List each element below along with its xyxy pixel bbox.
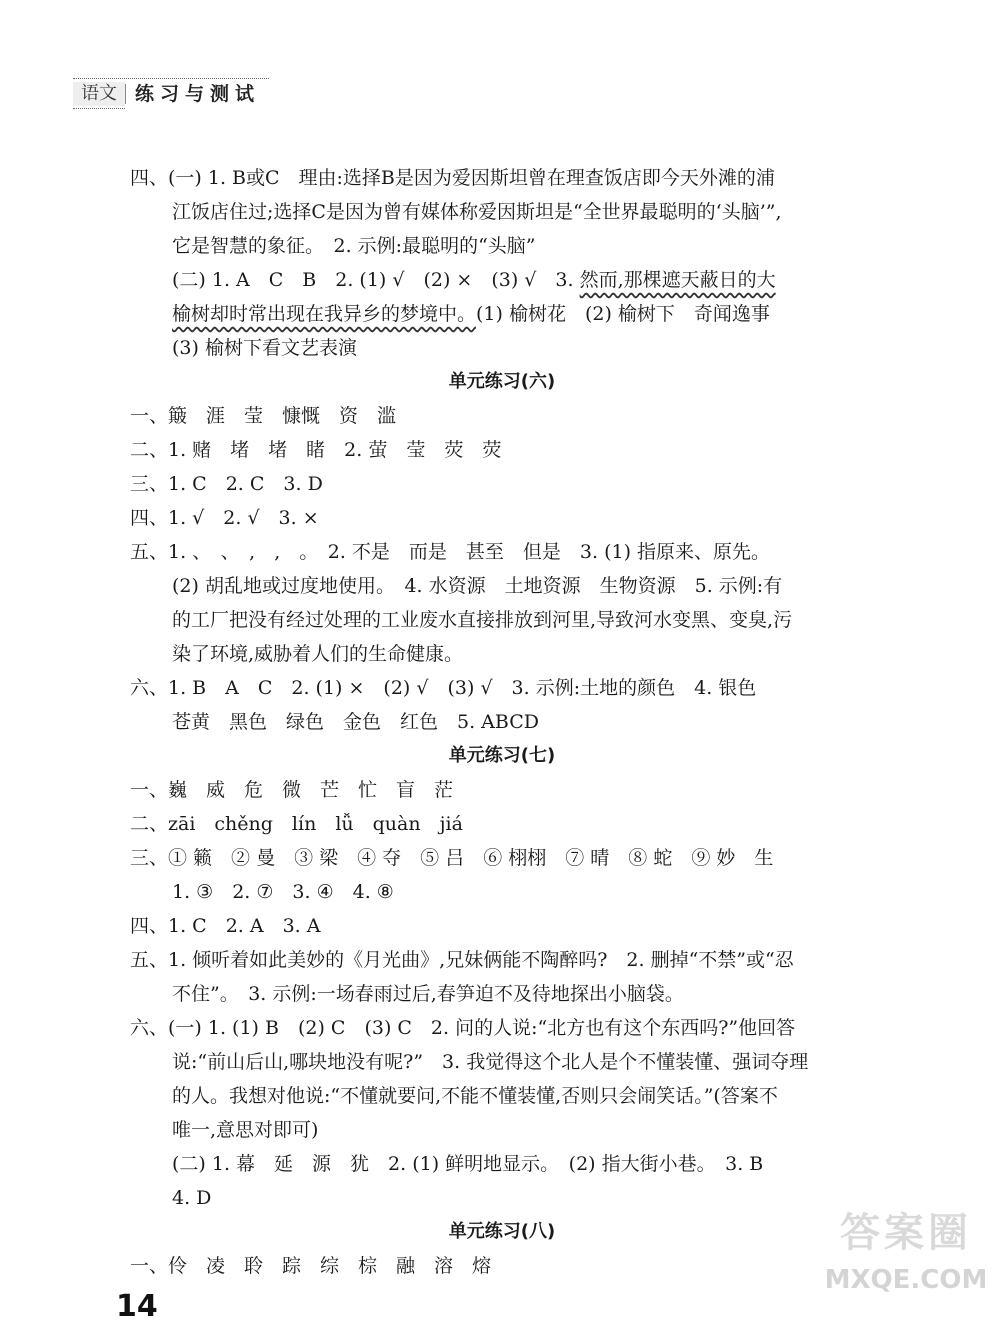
answer-line: 唯一,意思对即可) — [172, 1119, 319, 1141]
answer-text: (二) 1. A C B 2. (1) √ (2) × (3) √ 3. — [172, 269, 580, 291]
answer-line: 不住”。 3. 示例:一场春雨过后,春笋迫不及待地探出小脑袋。 — [172, 983, 684, 1005]
answer-line: 六、1. B A C 2. (1) × (2) √ (3) √ 3. 示例:土地的颜色 4. 银色 — [130, 677, 757, 699]
answer-line: 的人。我想对他说:“不懂就要问,不能不懂装懂,否则只会闹笑话。”(答案不 — [172, 1085, 778, 1107]
answer-line: 五、1. 、 、 , , 。 2. 不是 而是 甚至 但是 3. (1) 指原来、原先。 — [130, 541, 771, 563]
answer-line: 一、簸 涯 莹 慷慨 资 滥 — [130, 405, 397, 427]
page-number: 14 — [116, 1289, 158, 1324]
answer-line: 二、1. 赌 堵 堵 睹 2. 萤 莹 荧 荧 — [130, 439, 502, 461]
answer-line — [130, 263, 874, 297]
answer-line: 一、巍 威 危 微 芒 忙 盲 茫 — [130, 779, 454, 801]
watermark-text: 答案圈 — [840, 1210, 972, 1256]
answer-line: 的工厂把没有经过处理的工业废水直接排放到河里,导致河水变黑、变臭,污 — [172, 609, 793, 631]
header-dotted-rule-bottom — [73, 108, 125, 109]
answer-line: 1. ③ 2. ⑦ 3. ④ 4. ⑧ — [172, 881, 394, 903]
section-title: 单元练习(八) — [448, 1221, 556, 1242]
wavy-underlined-sentence: 榆树却时常出现在我异乡的梦境中。 — [172, 303, 477, 325]
answer-line: 六、(一) 1. (1) B (2) C (3) C 2. 问的人说:“北方也有这个东西吗?”他回答 — [130, 1017, 796, 1039]
answer-line: 江饭店住过;选择C是因为曾有媒体称爱因斯坦是“全世界最聪明的‘头脑’”, — [172, 201, 782, 223]
answer-line: 三、1. C 2. C 3. D — [130, 473, 323, 495]
wavy-underlined-sentence: 然而,那棵遮天蔽日的大 — [579, 269, 776, 291]
answer-line: 四、1. √ 2. √ 3. × — [130, 507, 319, 529]
answer-text: (1) 榆树花 (2) 榆树下 奇闻逸事 — [476, 303, 770, 325]
answer-line: 苍黄 黑色 绿色 金色 红色 5. ABCD — [172, 711, 539, 733]
answer-line: 二、zāi chěng lín lǚ quàn jiá — [130, 813, 463, 835]
section-title: 单元练习(六) — [448, 371, 556, 392]
answer-line: 三、① 籁 ② 曼 ③ 梁 ④ 夺 ⑤ 吕 ⑥ 栩栩 ⑦ 晴 ⑧ 蛇 ⑨ 妙 生 — [130, 847, 774, 869]
subject-tag: 语文 — [73, 82, 125, 106]
answer-line: (2) 胡乱地或过度地使用。 4. 水资源 土地资源 生物资源 5. 示例:有 — [172, 575, 783, 597]
answer-line: 五、1. 倾听着如此美妙的《月光曲》,兄妹俩能不陶醉吗? 2. 删掉“不禁”或“忍 — [130, 949, 794, 971]
answer-line: (二) 1. 幕 延 源 犹 2. (1) 鲜明地显示。 (2) 指大街小巷。 3. B — [172, 1153, 764, 1175]
answer-line: 一、伶 凌 聆 踪 综 棕 融 溶 熔 — [130, 1255, 492, 1277]
header-divider — [125, 84, 126, 104]
answer-line: 它是智慧的象征。 2. 示例:最聪明的“头脑” — [172, 235, 536, 257]
book-title: 练习与测试 — [135, 83, 261, 105]
answer-line: 四、1. C 2. A 3. A — [130, 915, 321, 937]
header-dotted-rule — [73, 78, 269, 79]
answer-content — [130, 161, 874, 1283]
page-header — [73, 78, 273, 110]
answer-line: 说:“前山后山,哪块地没有呢?” 3. 我觉得这个北人是个不懂装懂、强词夺理 — [172, 1051, 809, 1073]
answer-line: 染了环境,威胁着人们的生命健康。 — [172, 643, 464, 665]
watermark-url: MXQE.COM — [824, 1265, 988, 1295]
section-title: 单元练习(七) — [448, 745, 556, 766]
answer-line: 四、(一) 1. B或C 理由:选择B是因为爱因斯坦曾在理查饭店即今天外滩的浦 — [130, 167, 775, 189]
answer-line: 4. D — [172, 1187, 212, 1209]
answer-line: (3) 榆树下看文艺表演 — [172, 337, 357, 359]
watermark-logo — [820, 1205, 992, 1315]
answer-line — [130, 297, 874, 331]
